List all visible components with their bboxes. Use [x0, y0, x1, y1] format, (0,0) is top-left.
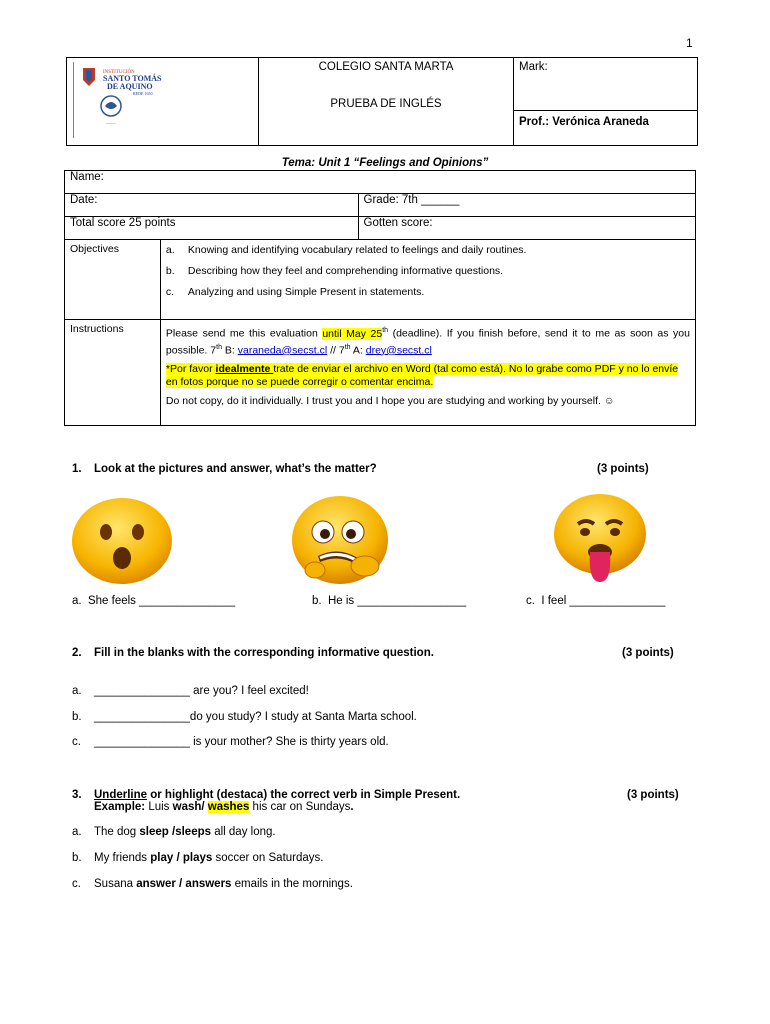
answer-c[interactable]: c. I feel _______________ [526, 595, 666, 607]
total-score: Total score 25 points [65, 217, 359, 240]
question-3-example: Example: Luis wash/ washes his car on Sundays. [94, 801, 354, 813]
question-1-number: 1. [72, 463, 82, 475]
question-2-points: (3 points) [622, 647, 674, 659]
question-2-text: Fill in the blanks with the corresponding informative question. [94, 647, 434, 659]
name-field[interactable]: Name: [65, 171, 696, 194]
student-info-table [64, 170, 696, 426]
question-3-points: (3 points) [627, 789, 679, 801]
instructions-paragraph-1: Please send me this evaluation until May 25th (deadline). If you finish before, send it to me as soon as you possible. 7th B: varaneda@secst.cl // 7th A: drey@secst.cl [165, 327, 690, 356]
header-table [66, 57, 698, 146]
grade-field[interactable]: Grade: 7th ______ [358, 194, 695, 217]
question-2-number: 2. [72, 647, 82, 659]
logo-line-1: INSTITUCIÓN [103, 70, 135, 75]
email-link-7a[interactable]: drey@secst.cl [365, 344, 432, 356]
q2-letter-b: b. [72, 711, 82, 723]
exam-title: PRUEBA DE INGLÉS [330, 98, 442, 110]
surprised-face-icon [70, 496, 174, 586]
objectives-label: Objectives [65, 240, 161, 320]
page-number: 1 [686, 36, 693, 50]
email-link-7b[interactable]: varaneda@secst.cl [237, 344, 328, 356]
question-3-number: 3. [72, 789, 82, 801]
q3-letter-c: c. [72, 878, 81, 890]
objective-item: b. Describing how they feel and comprehending informative questions. [165, 265, 504, 277]
logo-line-4: REDE 1650 [133, 91, 153, 96]
school-name: COLEGIO SANTA MARTA [318, 61, 454, 73]
disgusted-face-icon [552, 494, 648, 586]
gotten-score-field[interactable]: Gotten score: [358, 217, 695, 240]
answer-b[interactable]: b. He is _________________ [312, 595, 467, 607]
q3-letter-a: a. [72, 826, 82, 838]
q3-letter-b: b. [72, 852, 82, 864]
logo-emblem-icon [101, 96, 121, 125]
instructions-cell [160, 320, 695, 426]
q3-item-c[interactable]: Susana answer / answers emails in the mornings. [94, 878, 353, 890]
logo-line-3: DE AQUINO [107, 82, 153, 91]
svg-text:~~~~~~: ~~~~~~ [105, 121, 117, 125]
q2-letter-a: a. [72, 685, 82, 697]
unit-topic: Tema: Unit 1 “Feelings and Opinions” [281, 157, 489, 169]
date-field[interactable]: Date: [65, 194, 359, 217]
q2-item-c[interactable]: _______________ is your mother? She is thirty years old. [94, 736, 389, 748]
instructions-label: Instructions [65, 320, 161, 426]
mark-label: Mark: [519, 61, 548, 73]
objectives-cell [160, 240, 695, 320]
question-1-text: Look at the pictures and answer, what’s the matter? [94, 463, 377, 475]
question-3-text: Underline or highlight (destaca) the correct verb in Simple Present. [94, 789, 461, 801]
q3-item-b[interactable]: My friends play / plays soccer on Saturdays. [94, 852, 324, 864]
instructions-paragraph-3: Do not copy, do it individually. I trust you and I hope you are studying and working by yourself. ☺ [165, 395, 615, 407]
question-1-points: (3 points) [597, 463, 649, 475]
objective-item: c. Analyzing and using Simple Present in statements. [165, 286, 425, 298]
teacher-name: Prof.: Verónica Araneda [519, 116, 649, 128]
q2-item-a[interactable]: _______________ are you? I feel excited! [94, 685, 309, 697]
scared-face-icon [290, 494, 390, 588]
logo-crest-icon [83, 68, 95, 86]
q3-item-a[interactable]: The dog sleep /sleeps all day long. [94, 826, 276, 838]
logo-line-2: SANTO TOMÁS [103, 74, 162, 83]
objective-item: a. Knowing and identifying vocabulary related to feelings and daily routines. [165, 244, 527, 256]
answer-a[interactable]: a. She feels _______________ [72, 595, 236, 607]
school-logo [73, 62, 253, 138]
instructions-paragraph-2: *Por favor idealmente trate de enviar el archivo en Word (tal como está). No lo grabe como PDF y no lo envíe en fotos porque no se puede corregir o comentar encima. [165, 363, 679, 388]
q2-item-b[interactable]: _______________do you study? I study at Santa Marta school. [94, 711, 417, 723]
q2-letter-c: c. [72, 736, 81, 748]
